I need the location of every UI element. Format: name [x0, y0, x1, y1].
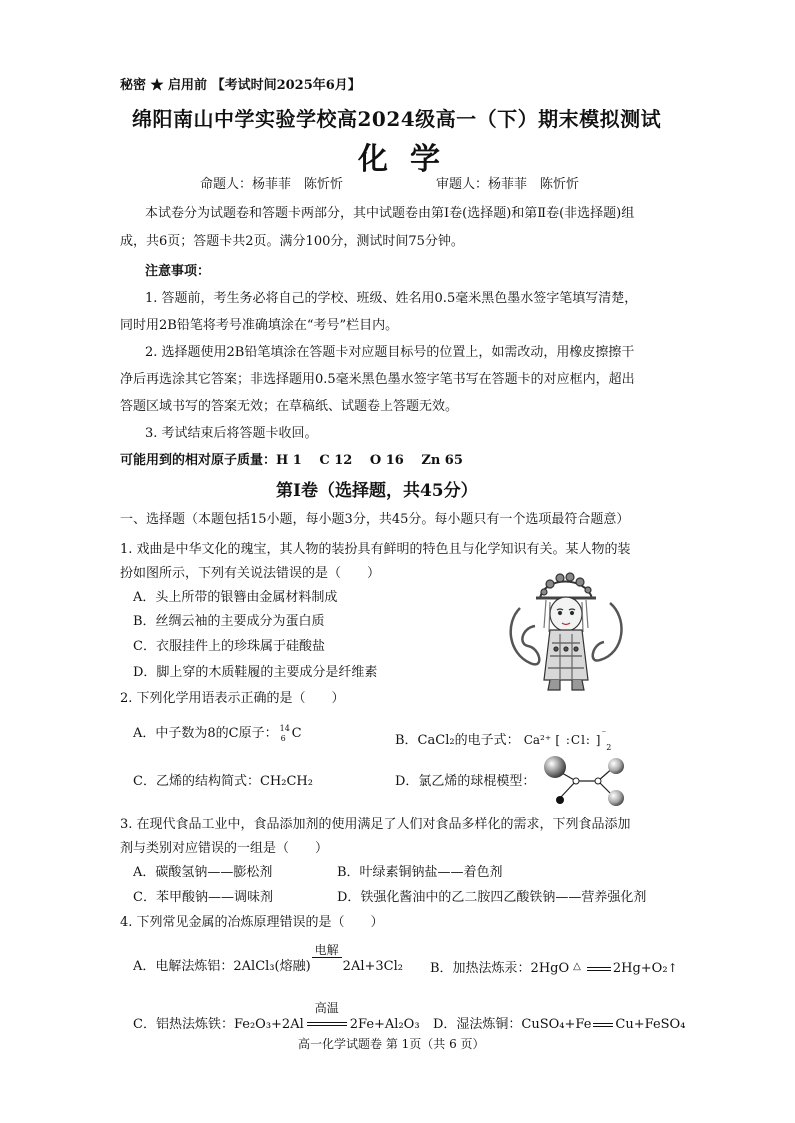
q2-stem: 2. 下列化学用语表示正确的是（ ）: [120, 691, 345, 706]
q1-option-d: D．脚上穿的木质鞋履的主要成分是纤维素: [133, 665, 378, 680]
note-3: 3. 考试结束后将答题卡收回。: [145, 426, 318, 441]
q3-stem-line-2: 剂与类别对应错误的一组是（ ）: [120, 841, 329, 856]
notes-heading: 注意事项：: [145, 264, 211, 279]
q4-stem: 4. 下列常见金属的冶炼原理错误的是（ ）: [120, 915, 384, 930]
heat-triangle-icon: △: [573, 961, 581, 972]
gas-up-arrow-icon: ↑: [667, 961, 678, 975]
q1-option-a: A．头上所带的银簪由金属材料制成: [133, 590, 338, 605]
setter-line: 命题人：杨菲菲 陈忻忻: [200, 177, 344, 192]
electrolysis-arrow: [312, 943, 342, 976]
q4-option-d-products: Cu+FeSO₄: [615, 1017, 686, 1032]
note-2-line-2: 净后再选涂其它答案；非选择题用0.5毫米黑色墨水签字笔书写在答题卡的对应框内，超出: [120, 372, 635, 387]
opera-character-illustration: [500, 568, 630, 696]
high-temperature-label: 高温: [314, 1001, 339, 1015]
section-1-intro: 一、选择题（本题包括15小题，每小题3分，共45分。每小题只有一个选项最符合题意）: [120, 512, 630, 527]
subject-title: 化学: [358, 142, 462, 177]
q4-option-b: [430, 958, 678, 978]
chloride-charge: ⁻: [601, 729, 607, 739]
vinyl-chloride-ball-stick-model: [540, 754, 635, 810]
reviewer-line: 审题人：杨菲菲 陈忻忻: [436, 177, 580, 192]
q3-option-a: A．碳酸氢钠——膨松剂: [133, 865, 273, 880]
q4-option-b-reactants: B．加热法炼汞：2HgO: [430, 961, 570, 976]
atomic-number: 6: [280, 734, 286, 743]
q4-option-c: [133, 1001, 420, 1034]
q4-option-a: [133, 943, 403, 976]
q4-option-d-reactants: D．湿法炼铜：CuSO₄+Fe: [433, 1017, 592, 1032]
equals-sign: [587, 967, 611, 971]
intro-line-1: 本试卷分为试题卷和答题卡两部分，其中试题卷由第Ⅰ卷(选择题)和第Ⅱ卷(非选择题)组: [145, 206, 635, 221]
atomic-masses: 可能用到的相对原子质量：H 1 C 12 O 16 Zn 65: [120, 453, 463, 468]
intro-line-2: 成，共6页；答题卡共2页。满分100分，测试时间75分钟。: [120, 234, 464, 249]
note-2-line-3: 答题区域书写的答案无效；在草稿纸、试题卷上答题无效。: [120, 399, 459, 414]
q1-stem-line-1: 1. 戏曲是中华文化的瑰宝，其人物的装扮具有鲜明的特色且与化学知识有关。某人物的装: [120, 542, 631, 557]
electrolysis-label: 电解: [314, 943, 339, 957]
equals-sign: [593, 1023, 613, 1027]
high-temperature-arrow: [307, 1001, 347, 1034]
q2-option-a: [133, 725, 302, 743]
chloride-electron-dot: [ :Cl: ]: [555, 733, 602, 747]
q2-option-b-label: B．CaCl₂的电子式：: [395, 733, 520, 748]
q1-option-c: C．衣服挂件上的珍珠属于硅酸盐: [133, 639, 325, 654]
q1-stem-line-2: 扮如图所示，下列有关说法错误的是（ ）: [120, 566, 381, 581]
note-1-line-1: 1. 答题前，考生务必将自己的学校、班级、姓名用0.5毫米黑色墨水签字笔填写清楚，: [145, 291, 638, 306]
q4-option-d: [433, 1016, 685, 1034]
q2-option-c: C．乙烯的结构简式：CH₂CH₂: [133, 774, 313, 789]
note-1-line-2: 同时用2B铅笔将考号准确填涂在“考号”栏目内。: [120, 318, 399, 333]
q3-option-d: D．铁强化酱油中的乙二胺四乙酸铁钠——营养强化剂: [337, 890, 647, 905]
confidential-line: 秘密 ★ 启用前 【考试时间2025年6月】: [120, 78, 361, 93]
page-footer: 高一化学试题卷 第 1页（共 6 页）: [298, 1037, 485, 1051]
note-2-line-1: 2. 选择题使用2B铅笔填涂在答题卡对应题目标号的位置上，如需改动，用橡皮擦擦干: [145, 345, 635, 360]
mass-number: 14: [279, 724, 290, 733]
exam-title: 绵阳南山中学实验学校高2024级高一（下）期末模拟测试: [132, 107, 662, 131]
carbon-symbol: C: [291, 726, 302, 741]
calcium-ion: Ca²⁺: [523, 733, 552, 747]
q4-option-c-products: 2Fe+Al₂O₃: [349, 1017, 420, 1032]
carbon-isotope: [278, 725, 292, 743]
q2-option-b: [395, 725, 611, 757]
q4-option-c-reactants: C．铝热法炼铁：Fe₂O₃+2Al: [133, 1017, 304, 1032]
q3-stem-line-1: 3. 在现代食品工业中，食品添加剂的使用满足了人们对食品多样化的需求，下列食品添加: [120, 817, 631, 832]
q4-option-b-products: 2Hg+O₂: [612, 961, 668, 976]
q4-option-a-reactants: A．电解法炼铝：2AlCl₃(熔融): [133, 959, 311, 974]
chloride-count: 2: [606, 743, 612, 752]
q2-option-d: D．氯乙烯的球棍模型：: [395, 774, 536, 789]
q2-option-a-label: A．中子数为8的C原子：: [133, 726, 278, 741]
section-1-title: 第Ⅰ卷（选择题，共45分）: [276, 481, 478, 501]
q4-option-a-products: 2Al+3Cl₂: [342, 959, 403, 974]
q1-option-b: B．丝绸云袖的主要成分为蛋白质: [133, 614, 325, 629]
q3-option-c: C．苯甲酸钠——调味剂: [133, 890, 273, 905]
q3-option-b: B．叶绿素铜钠盐——着色剂: [337, 865, 503, 880]
